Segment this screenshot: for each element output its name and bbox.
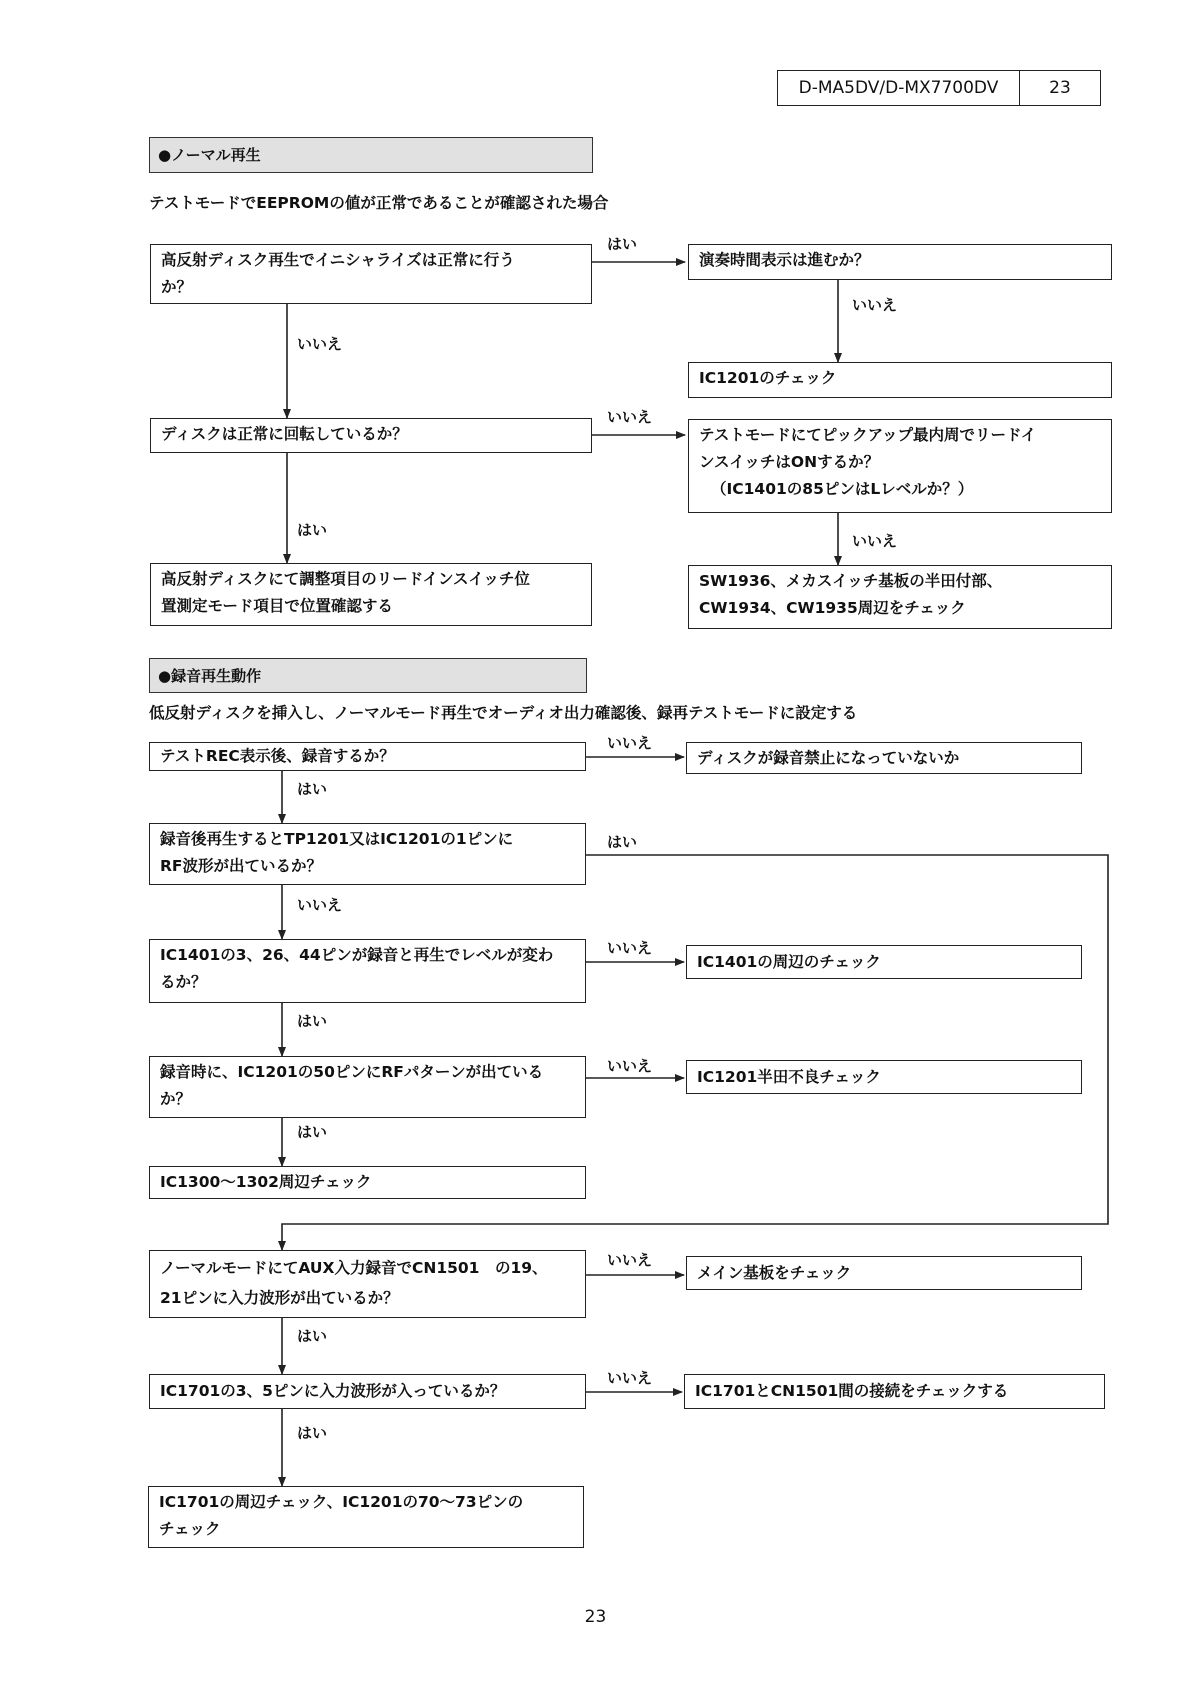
node-sw1936-check: SW1936、メカスイッチ基板の半田付部、 CW1934、CW1935周辺をチェック xyxy=(688,565,1112,629)
label-yes: はい xyxy=(297,780,328,798)
section-record-playback-title: ●録音再生動作 xyxy=(149,658,587,693)
label-yes: はい xyxy=(297,1424,328,1442)
label-no: いいえ xyxy=(607,1251,653,1269)
node-ic1201-solder-check: IC1201半田不良チェック xyxy=(686,1060,1082,1094)
label-yes: はい xyxy=(297,1012,328,1030)
section-normal-playback-title: ●ノーマル再生 xyxy=(149,137,593,173)
node-ic1401-level-question: IC1401の3、26、44ピンが録音と再生でレベルが変わ るか？ xyxy=(149,939,586,1003)
node-ic1300-check: IC1300～1302周辺チェック xyxy=(149,1166,586,1199)
node-ic1401-periphery-check: IC1401の周辺のチェック xyxy=(686,945,1082,979)
node-aux-input-question: ノーマルモードにてAUX入力録音でCN1501 の19、 21ピンに入力波形が出ているか？ xyxy=(149,1250,586,1318)
label-yes: はい xyxy=(607,833,638,851)
label-yes: はい xyxy=(607,235,638,253)
label-yes: はい xyxy=(297,1123,328,1141)
node-ic1701-final-check: IC1701の周辺チェック、IC1201の70～73ピンの チェック xyxy=(148,1486,584,1548)
node-disc-rotation-question: ディスクは正常に回転しているか？ xyxy=(150,418,592,453)
label-no: いいえ xyxy=(607,734,653,752)
node-ic1701-cn1501-connection-check: IC1701とCN1501間の接続をチェックする xyxy=(684,1374,1105,1409)
node-leadin-switch-question: テストモードにてピックアップ最内周でリードイ ンスイッチはONするか？ （IC1401の85ピンはLレベルか？） xyxy=(688,419,1112,513)
label-no: いいえ xyxy=(297,896,343,914)
section-normal-playback-intro: テストモードでEEPROMの値が正常であることが確認された場合 xyxy=(149,194,609,212)
label-no: いいえ xyxy=(297,335,343,353)
label-no: いいえ xyxy=(607,408,653,426)
label-no: いいえ xyxy=(852,296,898,314)
node-main-board-check: メイン基板をチェック xyxy=(686,1256,1082,1290)
node-ic1701-input-question: IC1701の3、5ピンに入力波形が入っているか？ xyxy=(149,1374,586,1409)
node-initialize-question: 高反射ディスク再生でイニシャライズは正常に行う か？ xyxy=(150,244,592,304)
node-rf-waveform-question: 録音後再生するとTP1201又はIC1201の1ピンに RF波形が出ているか？ xyxy=(149,823,586,885)
label-no: いいえ xyxy=(607,1369,653,1387)
footer-page-number: 23 xyxy=(584,1607,607,1627)
label-no: いいえ xyxy=(607,1057,653,1075)
label-yes: はい xyxy=(297,1327,328,1345)
node-ic1201-check: IC1201のチェック xyxy=(688,362,1112,398)
label-no: いいえ xyxy=(852,532,898,550)
node-rf-pattern-question: 録音時に、IC1201の50ピンにRFパターンが出ている か？ xyxy=(149,1056,586,1118)
node-test-rec-question: テストREC表示後、録音するか？ xyxy=(149,742,586,771)
node-time-display-question: 演奏時間表示は進むか？ xyxy=(688,244,1112,280)
label-no: いいえ xyxy=(607,939,653,957)
node-disc-protect-check: ディスクが録音禁止になっていないか xyxy=(686,742,1082,774)
node-leadin-position-adjust: 高反射ディスクにて調整項目のリードインスイッチ位 置測定モード項目で位置確認する xyxy=(150,563,592,626)
label-yes: はい xyxy=(297,521,328,539)
section-record-playback-intro: 低反射ディスクを挿入し、ノーマルモード再生でオーディオ出力確認後、録再テストモードに設定する xyxy=(149,704,858,722)
header-page-number: 23 xyxy=(1049,78,1071,98)
model-name: D-MA5DV/D-MX7700DV xyxy=(778,71,1020,105)
